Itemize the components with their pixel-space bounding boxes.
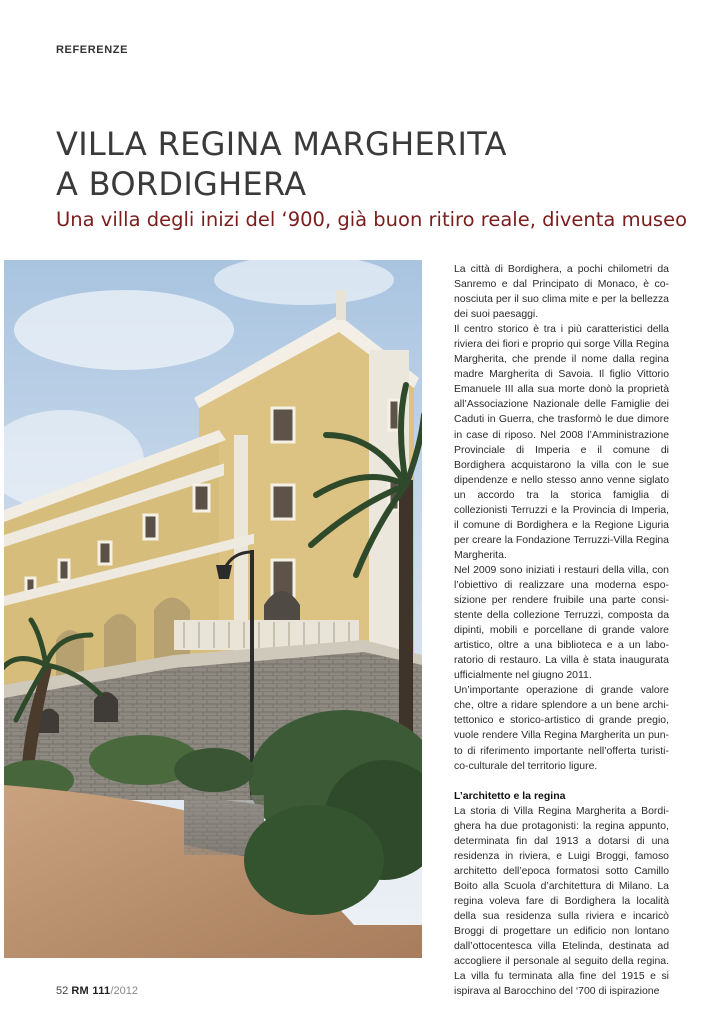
title-line-1: VILLA REGINA MARGHERITA	[56, 125, 507, 163]
paragraph-5: La storia di Villa Regina Margherita a Bordighera ha due protagonisti: la regina appunto, determinata fin dal 1913 a dotarsi di una residenza in riviera, e Luigi Broggi, famoso architetto dell’epoca formatosi sotto Camillo Boito alla Scuola d’architettura di Milano. La regina voleva fare di Bordighera la località della sua residenza sulla riviera e incaricò Broggi di progettare un edificio non lontano dall’ottocentesca villa Etelinda, destinata ad accogliere il personale al seguito della regina. La villa fu terminata alla fine del 1915 e si ispirava al Barocchino del ‘700 di ispirazione	[454, 805, 669, 998]
paragraph-3: Nel 2009 sono iniziati i restauri della villa, con l’obiettivo di realizzare una moderna esposizione per rendere fruibile una parte consistente della collezione Terruzzi, composta da dipinti, mobili e porcellane di grande valore artistico, oltre a una biblioteca e a un laboratorio di restauro. La villa è stata inaugurata ufficialmente nel giugno 2011.	[454, 564, 669, 682]
section-heading: L’architetto e la regina	[454, 789, 566, 802]
page-subtitle: Una villa degli inizi del ‘900, già buon ritiro reale, diventa museo	[56, 208, 688, 231]
paragraph-1: La città di Bordighera, a pochi chilometri da Sanremo e dal Principato di Monaco, è conosciuta per il suo clima mite e per la bellezza dei suoi paesaggi.	[454, 264, 669, 321]
title-line-2: A BORDIGHERA	[56, 165, 307, 203]
paragraph-2: Il centro storico è tra i più caratteristici della riviera dei fiori e proprio qui sorge Villa Regina Margherita, che prende il nome dalla regina madre Margherita di Savoia. Il figlio Vittorio Emanuele III alla sua morte donò la proprietà all’Associazione Nazionale delle Famiglie dei Caduti in Guerra, che trasformò le due dimore in case di riposo. Nel 2008 l’Amministrazione Provinciale di Imperia e il comune di Bordighera acquistarono la villa con le sue dipendenze e nello stesso anno venne siglato un accordo tra la storica famiglia di collezionisti Terruzzi e la Provincia di Imperia, il comune di Bordighera e la Regione Liguria per creare la Fondazione Terruzzi-Villa Regina Margherita.	[454, 324, 669, 561]
issue-year: /2012	[110, 985, 138, 997]
issue-number: 111	[92, 985, 111, 997]
page-number: 52	[56, 985, 69, 997]
page-title	[56, 124, 507, 204]
section-label: REFERENZE	[56, 44, 129, 56]
article-body	[454, 262, 669, 999]
paragraph-4: Un’importante operazione di grande valore che, oltre a ridare splendore a un bene architettonico e storico-artistico di grande pregio, vuole rendere Villa Regina Margherita un punto di riferimento importante nell’offerta turistico-culturale del territorio ligure.	[454, 685, 669, 772]
villa-photo	[4, 260, 422, 958]
magazine-name: RM 111	[71, 985, 111, 997]
page-footer	[56, 985, 138, 997]
